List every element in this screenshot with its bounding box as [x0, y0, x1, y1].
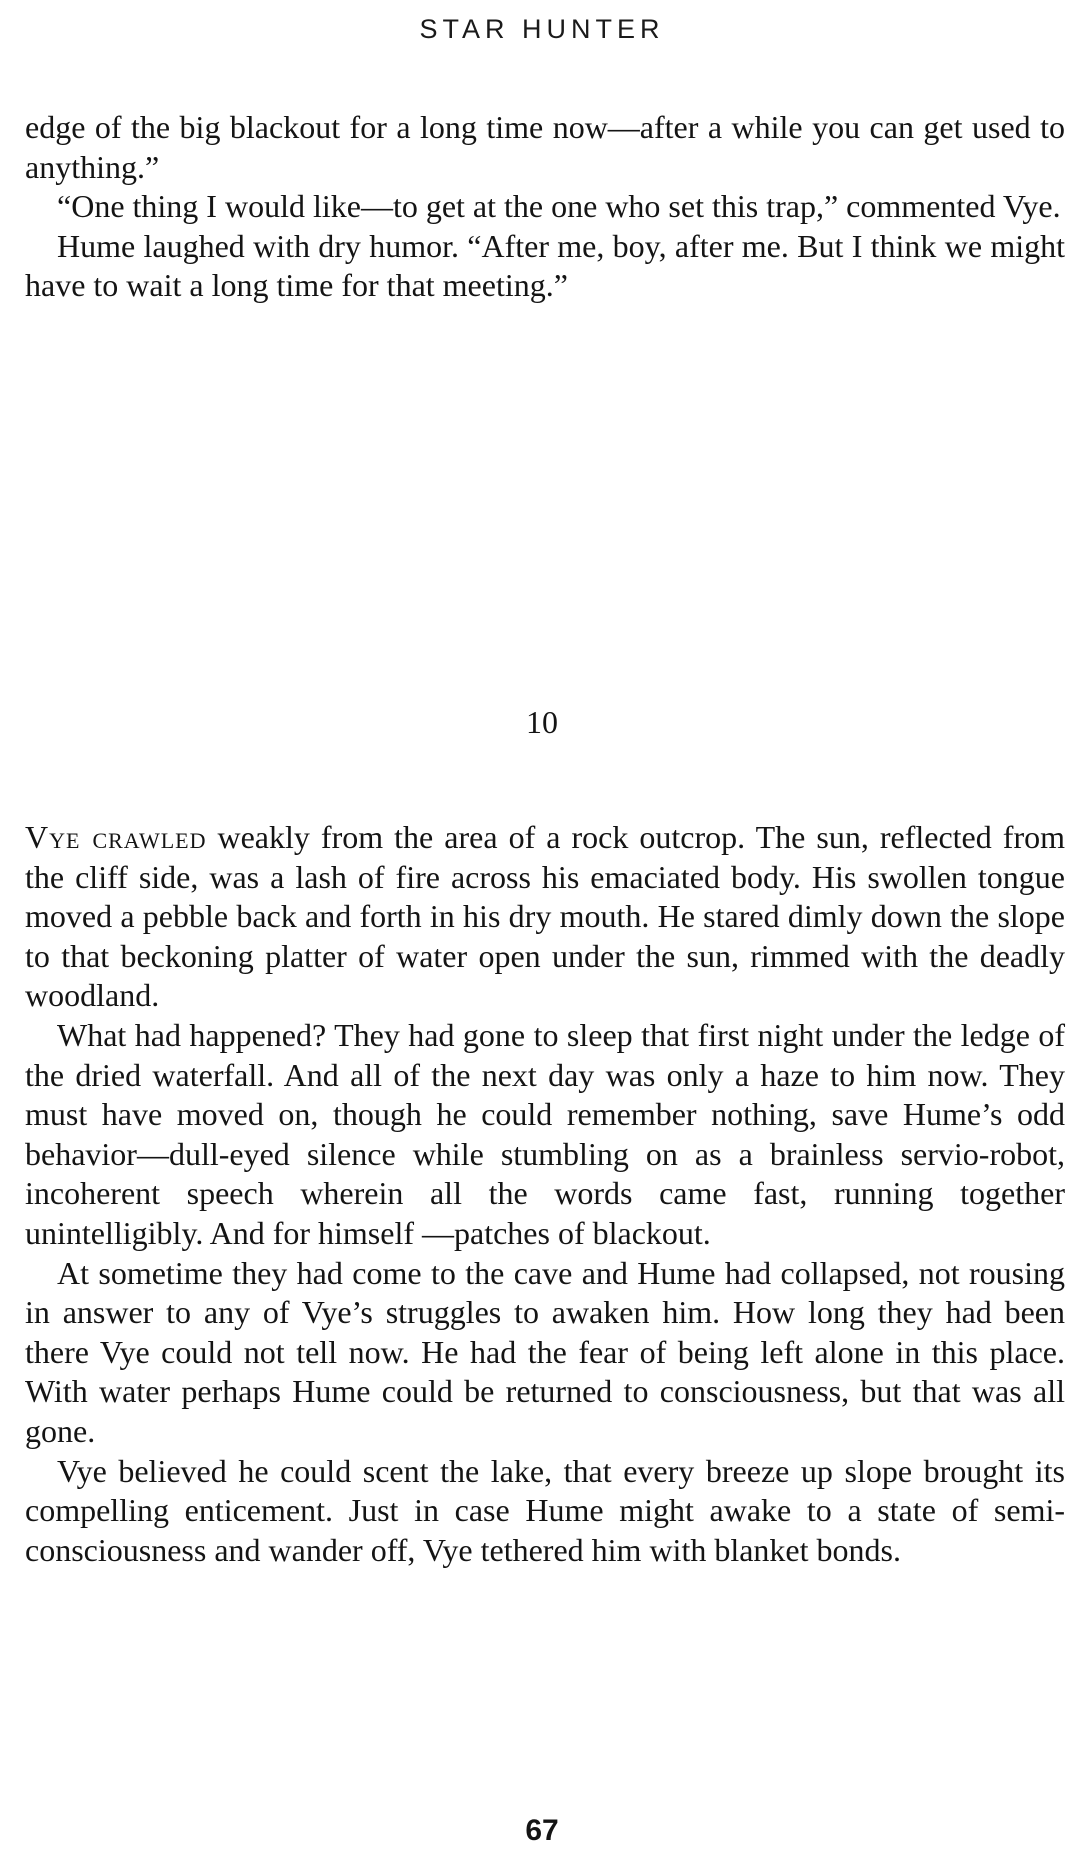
continued-text: [25, 108, 1065, 306]
paragraph: Vye believed he could scent the lake, that every breeze up slope brought its compelling enticement. Just in case Hume might awake to a state of semi-consciousness and wander off, Vye tethered him with blanket bonds.: [25, 1452, 1065, 1568]
paragraph: Hume laughed with dry humor. “After me, boy, after me. But I think we might have to wait a long time for that meeting.”: [25, 227, 1065, 304]
chapter-text: [25, 818, 1065, 1570]
paragraph: edge of the big blackout for a long time now—after a while you can get used to anything.”: [25, 109, 1065, 185]
opening-paragraph: [25, 818, 1065, 1016]
opening-rest: weakly from the area of a rock outcrop. The sun, reflected from the cliff side, was a lash of fire across his emaciated body. His swollen tongue moved a pebble back and forth in his dry mouth. He stared dimly down the slope to that beckoning platter of water open under the sun, rimmed with the deadly woodland.: [25, 819, 1065, 1014]
chapter-number: 10: [526, 704, 558, 740]
paragraph: What had happened? They had gone to sleep that first night under the ledge of the dried waterfall. And all of the next day was only a haze to him now. They must have moved on, though he could remember nothing, save Hume’s odd behavior—dull-eyed silence while stumbling on as a brainless servio-robot, incoherent speech wherein all the words came fast, running together unintelligibly. And for himself —patches of blackout.: [25, 1016, 1065, 1251]
running-head: STAR HUNTER: [419, 14, 665, 44]
opening-words: Vye crawled: [25, 819, 207, 855]
page-number: 67: [525, 1814, 559, 1847]
paragraph: “One thing I would like—to get at the one who set this trap,” commented Vye.: [57, 188, 1061, 225]
paragraph: At sometime they had come to the cave and Hume had collapsed, not rousing in answer to any of Vye’s struggles to awaken him. How long they had been there Vye could not tell now. He had the fear of being left alone in this place. With water perhaps Hume could be returned to consciousness, but that was all gone.: [25, 1254, 1065, 1449]
